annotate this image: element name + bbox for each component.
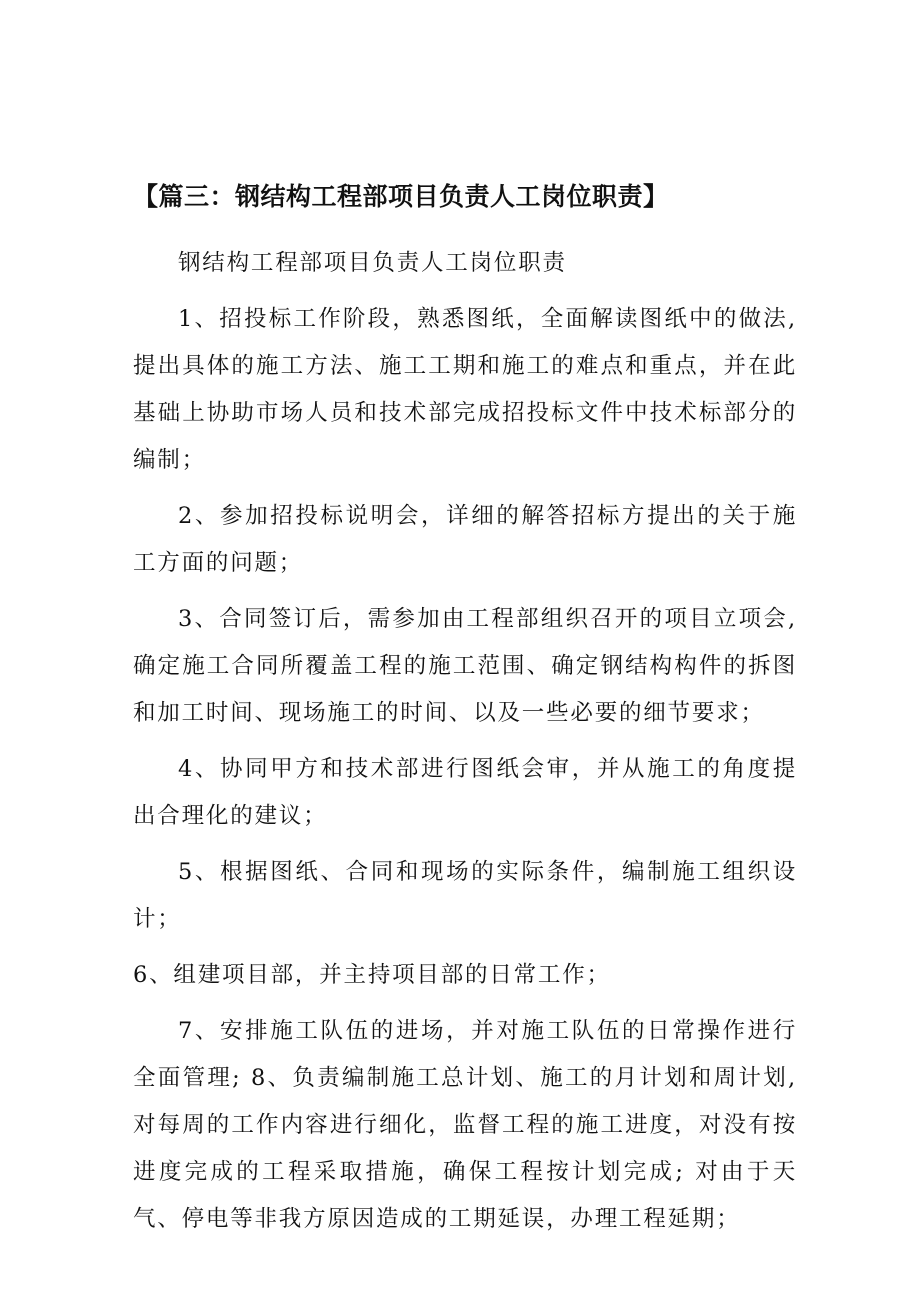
- paragraph-duty-5: 5、根据图纸、合同和现场的实际条件，编制施工组织设计；: [133, 859, 797, 932]
- paragraph-duty-6: 6、组建项目部，并主持项目部的日常工作；: [133, 962, 611, 988]
- paragraph-subtitle: 钢结构工程部项目负责人工岗位职责: [178, 250, 567, 276]
- section-heading: 【篇三：钢结构工程部项目负责人工岗位职责】: [133, 182, 669, 211]
- paragraph-duty-7-8: 7、安排施工队伍的进场，并对施工队伍的日常操作进行全面管理; 8、负责编制施工总计划、施工的月计划和周计划,对每周的工作内容进行细化，监督工程的施工进度，对没有按进度完成的工程采取措施，确保工程按计划完成; 对由于天气、停电等非我方原因造成的工期延误，办理工程延期；: [133, 1018, 797, 1232]
- paragraph-duty-3: 3、合同签订后，需参加由工程部组织召开的项目立项会,确定施工合同所覆盖工程的施工范围、确定钢结构构件的拆图和加工时间、现场施工的时间、以及一些必要的细节要求；: [133, 606, 797, 726]
- paragraph-duty-2: 2、参加招投标说明会，详细的解答招标方提出的关于施工方面的问题；: [133, 503, 797, 576]
- document-body: [133, 170, 797, 1252]
- paragraph-duty-1: 1、招投标工作阶段，熟悉图纸，全面解读图纸中的做法,提出具体的施工方法、施工工期和施工的难点和重点，并在此基础上协助市场人员和技术部完成招投标文件中技术标部分的编制；: [133, 306, 797, 473]
- paragraph-duty-4: 4、协同甲方和技术部进行图纸会审，并从施工的角度提出合理化的建议；: [133, 756, 797, 829]
